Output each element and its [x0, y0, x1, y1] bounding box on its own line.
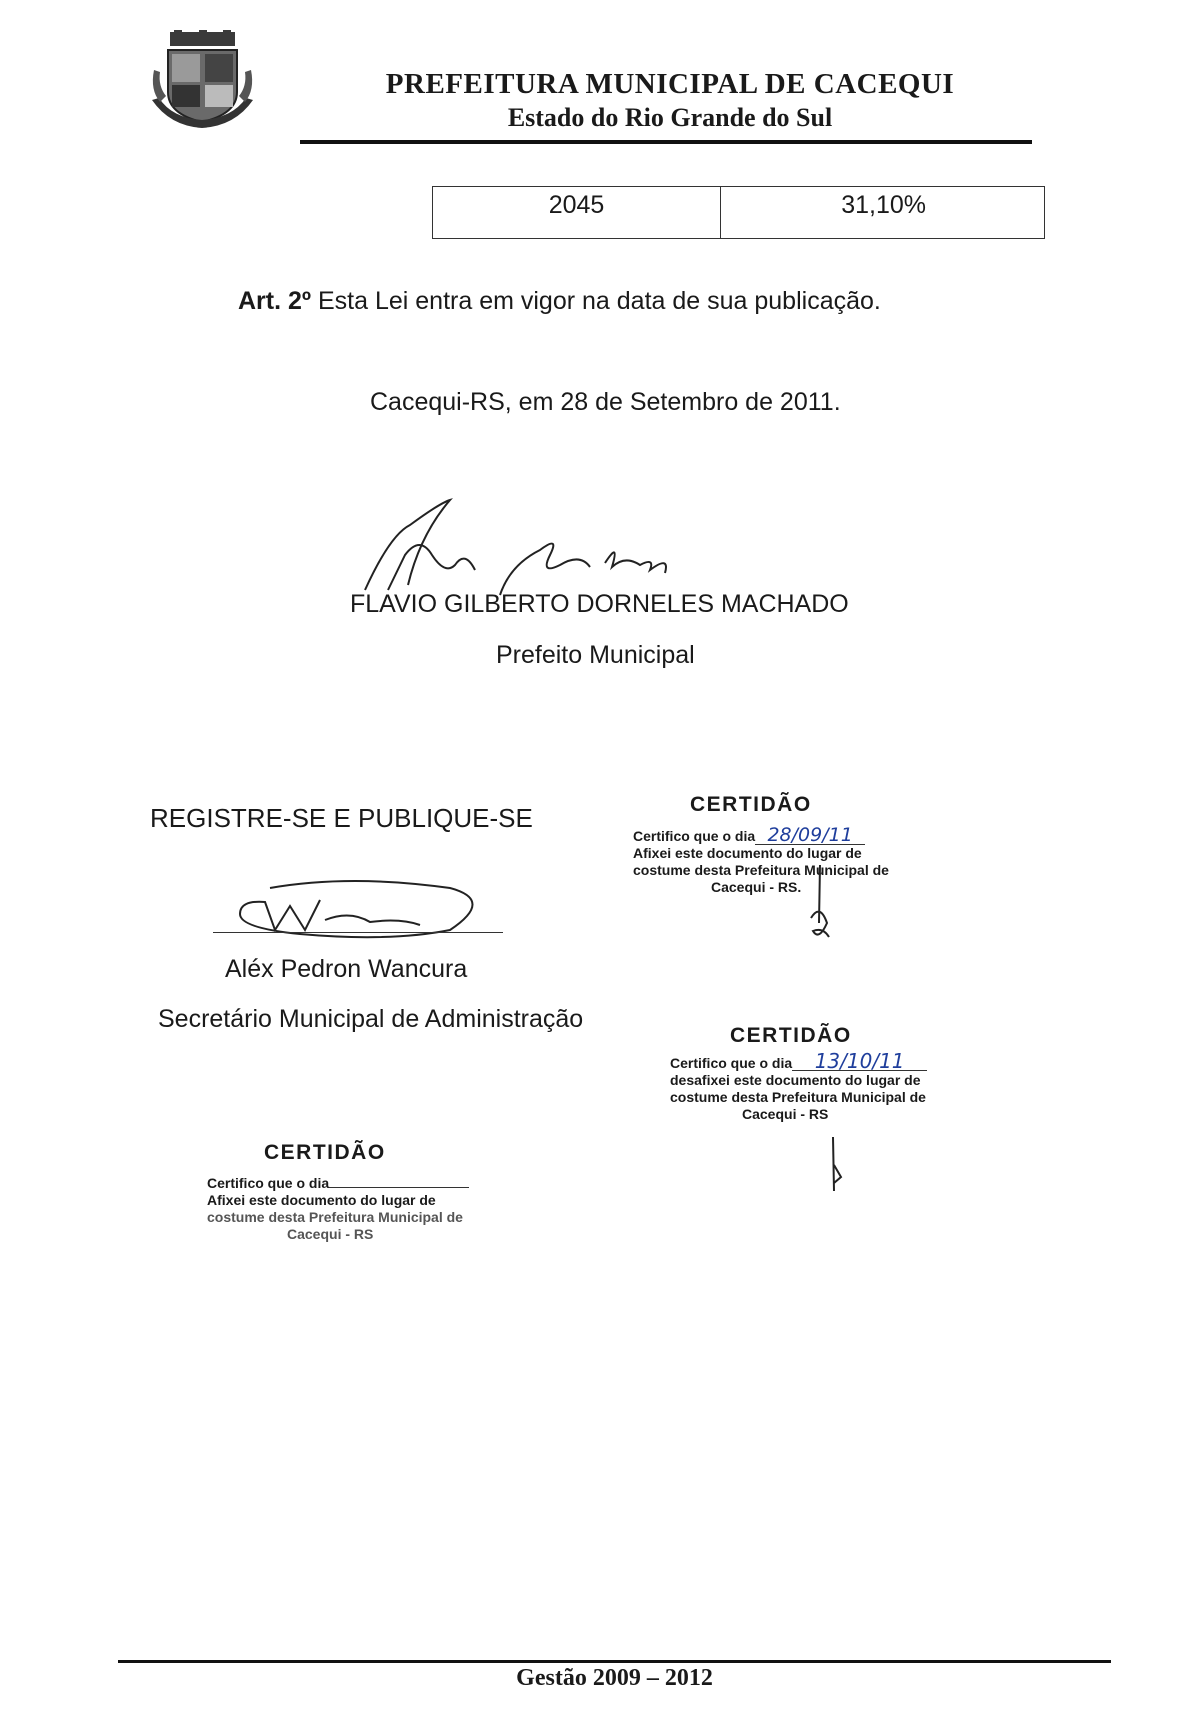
mayor-name: FLAVIO GILBERTO DORNELES MACHADO	[350, 590, 849, 618]
certidao-line: Certifico que o dia	[670, 1055, 793, 1071]
certidao-line: Certifico que o dia	[207, 1175, 330, 1191]
certidao-line: Afixei este documento do lugar de	[633, 845, 862, 861]
certidao-line: desafixei este documento do lugar de	[670, 1072, 921, 1088]
certidao-stamp	[633, 826, 923, 896]
mayor-title: Prefeito Municipal	[496, 641, 695, 669]
certidao-line: Cacequi - RS	[287, 1226, 374, 1242]
footer-text: Gestão 2009 – 2012	[516, 1665, 713, 1691]
mayor-signature	[350, 495, 710, 600]
certidao-line: Afixei este documento do lugar de	[207, 1192, 436, 1208]
article-text: Esta Lei entra em vigor na data de sua publicação.	[311, 287, 881, 315]
certidao-line: Cacequi - RS.	[711, 879, 802, 895]
secretary-signature-line	[213, 932, 503, 933]
certidao-title: CERTIDÃO	[730, 1024, 852, 1047]
certidao-title: CERTIDÃO	[690, 793, 812, 816]
header-divider	[300, 140, 1032, 144]
certidao-line: costume desta Prefeitura Municipal de	[670, 1089, 926, 1105]
certidao-line: Certifico que o dia	[633, 828, 756, 844]
registration-notice: REGISTRE-SE E PUBLIQUE-SE	[150, 803, 533, 833]
article-label: Art. 2º	[238, 287, 312, 315]
table-row	[433, 187, 1045, 239]
certidao-title: CERTIDÃO	[264, 1141, 386, 1164]
blank-date-line	[329, 1175, 469, 1188]
handwritten-date: 13/10/11	[792, 1052, 927, 1071]
municipal-coat-of-arms-icon	[150, 30, 255, 130]
year-cell: 2045	[433, 187, 721, 239]
handwritten-date: 28/09/11	[755, 826, 865, 845]
certidao-line: Cacequi - RS	[742, 1106, 829, 1122]
certidao-line: costume desta Prefeitura Municipal de	[633, 862, 889, 878]
rate-table	[432, 186, 1045, 239]
certidao-stamp	[207, 1175, 497, 1243]
header-subtitle: Estado do Rio Grande do Sul	[507, 103, 833, 132]
header-title: PREFEITURA MUNICIPAL DE CACEQUI	[385, 68, 955, 100]
rate-cell: 31,10%	[721, 187, 1045, 239]
secretary-name: Aléx Pedron Wancura	[225, 955, 468, 983]
article-2	[238, 287, 881, 316]
certidao-line: costume desta Prefeitura Municipal de	[207, 1209, 463, 1225]
secretary-signature	[210, 870, 510, 940]
footer-divider	[118, 1660, 1111, 1663]
place-date: Cacequi-RS, em 28 de Setembro de 2011.	[370, 388, 841, 416]
initials-mark	[805, 863, 835, 943]
secretary-title: Secretário Municipal de Administração	[158, 1005, 584, 1033]
certidao-stamp	[670, 1049, 960, 1123]
initials-mark	[825, 1135, 845, 1193]
